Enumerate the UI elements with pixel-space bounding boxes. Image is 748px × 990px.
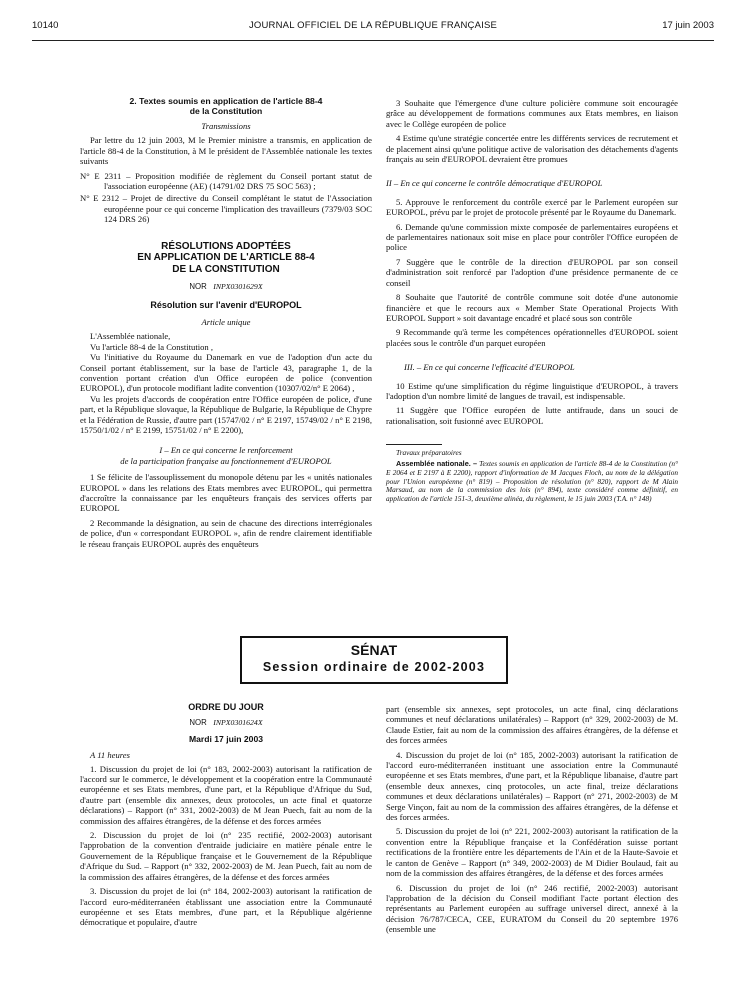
article-unique: Article unique (201, 316, 251, 327)
point-3: 3 Souhaite que l'émergence d'une culture policière commune soit encouragée grâce au développement de formations communes aux Etats membres, en liaison avec le Collège européen de police (386, 98, 678, 129)
travaux-bold: Assemblée nationale. – (396, 458, 478, 468)
vu-constitution: Vu l'article 88-4 de la Constitution , (90, 341, 213, 352)
subsection-1-line1: I – En ce qui concerne le renforcement (159, 445, 293, 456)
right-column (386, 98, 678, 504)
ordre-nor (80, 718, 372, 728)
issue-date: 17 juin 2003 (662, 20, 714, 31)
ordre-nor-label: NOR (189, 718, 207, 728)
resolution-title: Résolution sur l'avenir d'EUROPOL (150, 299, 302, 310)
point-4: 4 Estime qu'une stratégie concertée entre les différents services de recrutement et de placement ainsi qu'une politique active de valorisation des détachements d'agents français au sein d'EUROPOL devraient être promues (386, 133, 678, 165)
page-number: 10140 (32, 20, 59, 31)
point-1: 1 Se félicite de l'assouplissement du monopole détenu par les « unités nationales EUROPOL » dans les relations des Etats membres avec EUROPOL, qui permettra d'accroître la connaissance par les enquêteurs français des services offerts par EUROPOL (80, 472, 372, 514)
vu-projets: Vu les projets d'accords de coopération entre l'Office européen de police, d'une part, et la République slovaque, la République de Bulgarie, la République de Chypre et la Fédération de Russie, d'autre part (15747/02 / n° E 2197, 15749/02 / n° E 2198, 15750/1/02 / n° E 2199, 15751/02 / n° E 2200), (80, 393, 372, 436)
senat-title: SÉNAT (350, 642, 398, 658)
agenda-item-6: 6. Discussion du projet de loi (n° 246 rectifié, 2002-2003) autorisant l'approbation de la décision du Conseil modifiant l'acte portant élection des représentants au Parlement européen au suffrage universel direct, annexé à la décision 76/787/CECA, CEE, EURATOM du Conseil du 20 septembre 1976 (ensemble une (386, 882, 678, 935)
point-11: 11 Suggère que l'Office européen de lutte antifraude, dans un souci de rationalisation, soit fusionné avec EUROPOL (386, 405, 678, 426)
travaux-body (386, 460, 678, 504)
session-title: Session ordinaire de 2002-2003 (262, 660, 486, 674)
agenda-item-5: 5. Discussion du projet de loi (n° 221, 2002-2003) autorisant la ratification de la convention entre la République française et la Confédération suisse portant rectifications de la frontière entre les départements de l'Ain et de la Haute-Savoie et le canton de Genève – Rapport (n° 349, 2002-2003) de M Didier Boulaud, fait au nom de la commission des affaires étrangères, de la défense et des forces armées (386, 826, 678, 879)
transmission-paragraph: Par lettre du 12 juin 2003, M le Premier ministre a transmis, en application de l'article 88-4 de la Constitution, à M le président de l'Assemblée nationale les textes suivants (80, 135, 372, 167)
travaux-preparatoires (386, 449, 678, 504)
subsection-1 (80, 445, 372, 466)
subsection-1-line2: de la participation française au fonctionnement d'EUROPOL (120, 455, 332, 466)
section-title-line1: 2. Textes soumis en application de l'article 88-4 (129, 96, 323, 106)
ordre-left-column (80, 702, 372, 932)
point-5: 5. Approuve le renforcement du contrôle exercé par le Parlement européen sur EUROPOL, prévu par le projet de protocole présenté par le Royaume du Danemark. (386, 196, 678, 218)
point-6: 6. Demande qu'une commission mixte composée de parlementaires européens et de parlementaires nationaux soit mise en place pour contrôler l'Office européen de police (386, 221, 678, 253)
point-8: 8 Souhaite que l'autorité de contrôle commune soit dotée d'une autonomie financière et que le recours aux « Member State Operational Projects With EUROPOL Support » soit davantage encadré et placé sous son contrôle (386, 292, 678, 323)
footnote-rule (386, 444, 442, 445)
assemblee-line: L'Assemblée nationale, (90, 331, 171, 342)
transmissions-heading: Transmissions (201, 121, 251, 131)
journal-title: JOURNAL OFFICIEL DE LA RÉPUBLIQUE FRANÇAISE (248, 20, 498, 31)
left-column (80, 96, 372, 553)
point-9: 9 Recommande qu'à terme les compétences opérationnelles d'EUROPOL soient placées sous le contrôle d'un parquet européen (386, 327, 678, 348)
session-date: Mardi 17 juin 2003 (188, 733, 264, 744)
agenda-item-4: 4. Discussion du projet de loi (n° 185, 2002-2003) autorisant la ratification de l'accord euro-méditerranéen instituant une association entre la Communauté européenne et ses Etats membres, d'une part, et la République libanaise, d'autre part (ensemble deux annexes, cinq protocoles, un acte final, treize déclarations communes et deux déclarations unilatérales) – Rapport (n° 271, 2002-2003) de M Serge Vinçon, fait au nom de la commission des affaires étrangères, de la défense et des forces armées. (386, 749, 678, 823)
senat-box (240, 636, 508, 684)
agenda-item-2: 2. Discussion du projet de loi (n° 235 rectifié, 2002-2003) autorisant l'approbation de la convention d'entraide judiciaire en matière pénale entre le Gouvernement de la République française et le Gouvernement de la République d'Afrique du Sud. – Rapport (n° 332, 2002-2003) de M. Jean Puech, fait au nom de la commission des affaires étrangères, de la défense et des forces armées (80, 830, 372, 882)
agenda-item-1: 1. Discussion du projet de loi (n° 183, 2002-2003) autorisant la ratification de l'accord sur le commerce, le développement et la coopération entre la Communauté européenne et ses Etats membres, d'une part, et la République d'Afrique du Sud, d'autre part (ensemble dix annexes, deux protocoles, un acte final et quatorze déclarations) – Rapport (n° 331, 2002-2003) de M Jean Puech, fait au nom de la commission des affaires étrangères, de la défense et des forces armées (80, 763, 372, 826)
vu-initiative: Vu l'initiative du Royaume du Danemark en vue de l'adoption d'un acte du Conseil portant établissement, sur la base de l'article 43, paragraphe 1, de la convention portant création d'un Office européen de police (convention EUROPOL), d'un protocole modifiant ladite convention (10307/02/n° E 2064) , (80, 352, 372, 394)
point-10: 10 Estime qu'une simplification du régime linguistique d'EUROPOL, à travers l'adoption d'un nombre limité de langues de travail, est indispensable. (386, 380, 678, 401)
ordre-du-jour-title: ORDRE DU JOUR (188, 702, 264, 712)
subsection-2: II – En ce qui concerne le contrôle démocratique d'EUROPOL (386, 178, 603, 189)
agenda-item-3: 3. Discussion du projet de loi (n° 184, 2002-2003) autorisant la ratification de l'accord euro-méditerranéen établissant une association entre la Communauté européenne et ses Etats membres, d'une part, et la République algérienne démocratique et populaire, d'autre (80, 886, 372, 928)
section-title-line2: de la Constitution (189, 106, 263, 116)
agenda-item-3-continued: part (ensemble six annexes, sept protocoles, un acte final, cinq déclarations communes et neuf déclarations unilatérales) – Rapport (n° 329, 2002-2003) de M. Claude Estier, fait au nom de la commission des affaires étrangères, de la défense et des forces armées (386, 704, 678, 746)
resolutions-title-line3: DE LA CONSTITUTION (172, 263, 280, 275)
travaux-heading: Travaux préparatoires (396, 448, 462, 458)
nor-code: INPX0301629X (213, 282, 263, 292)
page-header (32, 20, 714, 36)
travaux-text: Textes soumis en application de l'article 88-4 de la Constitution (n° E 2064 et E 2197 à E 2200), rapport d'information de M Jacques Floch, au nom de la délégation pour l'Union européenne (n° 819) – Proposition de résolution (n° 820), rapport de M Alain Marsaud, au nom de la commission des lois (n° 894), texte considéré comme définitif, en application de l'article 151-3, deuxième alinéa, du règlement, le 15 juin 2003 (T.A. n° 148) (386, 458, 678, 504)
nor-label: NOR (189, 282, 207, 292)
point-2: 2 Recommande la désignation, au sein de chacune des directions interrégionales de police, d'un « correspondant EUROPOL », afin de rendre clairement identifiable le réseau français EUROPOL auprès des enquêteurs (80, 517, 372, 549)
text-e2311: N° E 2311 – Proposition modifiée de règlement du Conseil portant statut de l'association européenne (AE) (14791/02 DRS 75 SOC 563) ; (80, 170, 372, 192)
resolutions-title-line1: RÉSOLUTIONS ADOPTÉES (161, 240, 291, 252)
resolutions-title (80, 241, 372, 276)
header-rule (32, 40, 714, 41)
subsection-3: III. – En ce qui concerne l'efficacité d'EUROPOL (404, 362, 575, 373)
nor-reference (80, 282, 372, 292)
ordre-right-column (386, 704, 678, 939)
session-hour: A 11 heures (90, 750, 130, 761)
text-e2312: N° E 2312 – Projet de directive du Conseil complétant le statut de l'Association européenne pour ce qui concerne l'implication des travailleurs (7379/03 SOC 124 DRS 26) (80, 193, 372, 225)
ordre-nor-code: INPX0301624X (213, 718, 263, 728)
resolutions-title-line2: EN APPLICATION DE L'ARTICLE 88-4 (137, 252, 315, 264)
point-7: 7 Suggère que le contrôle de la direction d'EUROPOL par son conseil d'administration soit renforcé par l'adoption d'une présidence permanente de ce conseil (386, 256, 678, 288)
